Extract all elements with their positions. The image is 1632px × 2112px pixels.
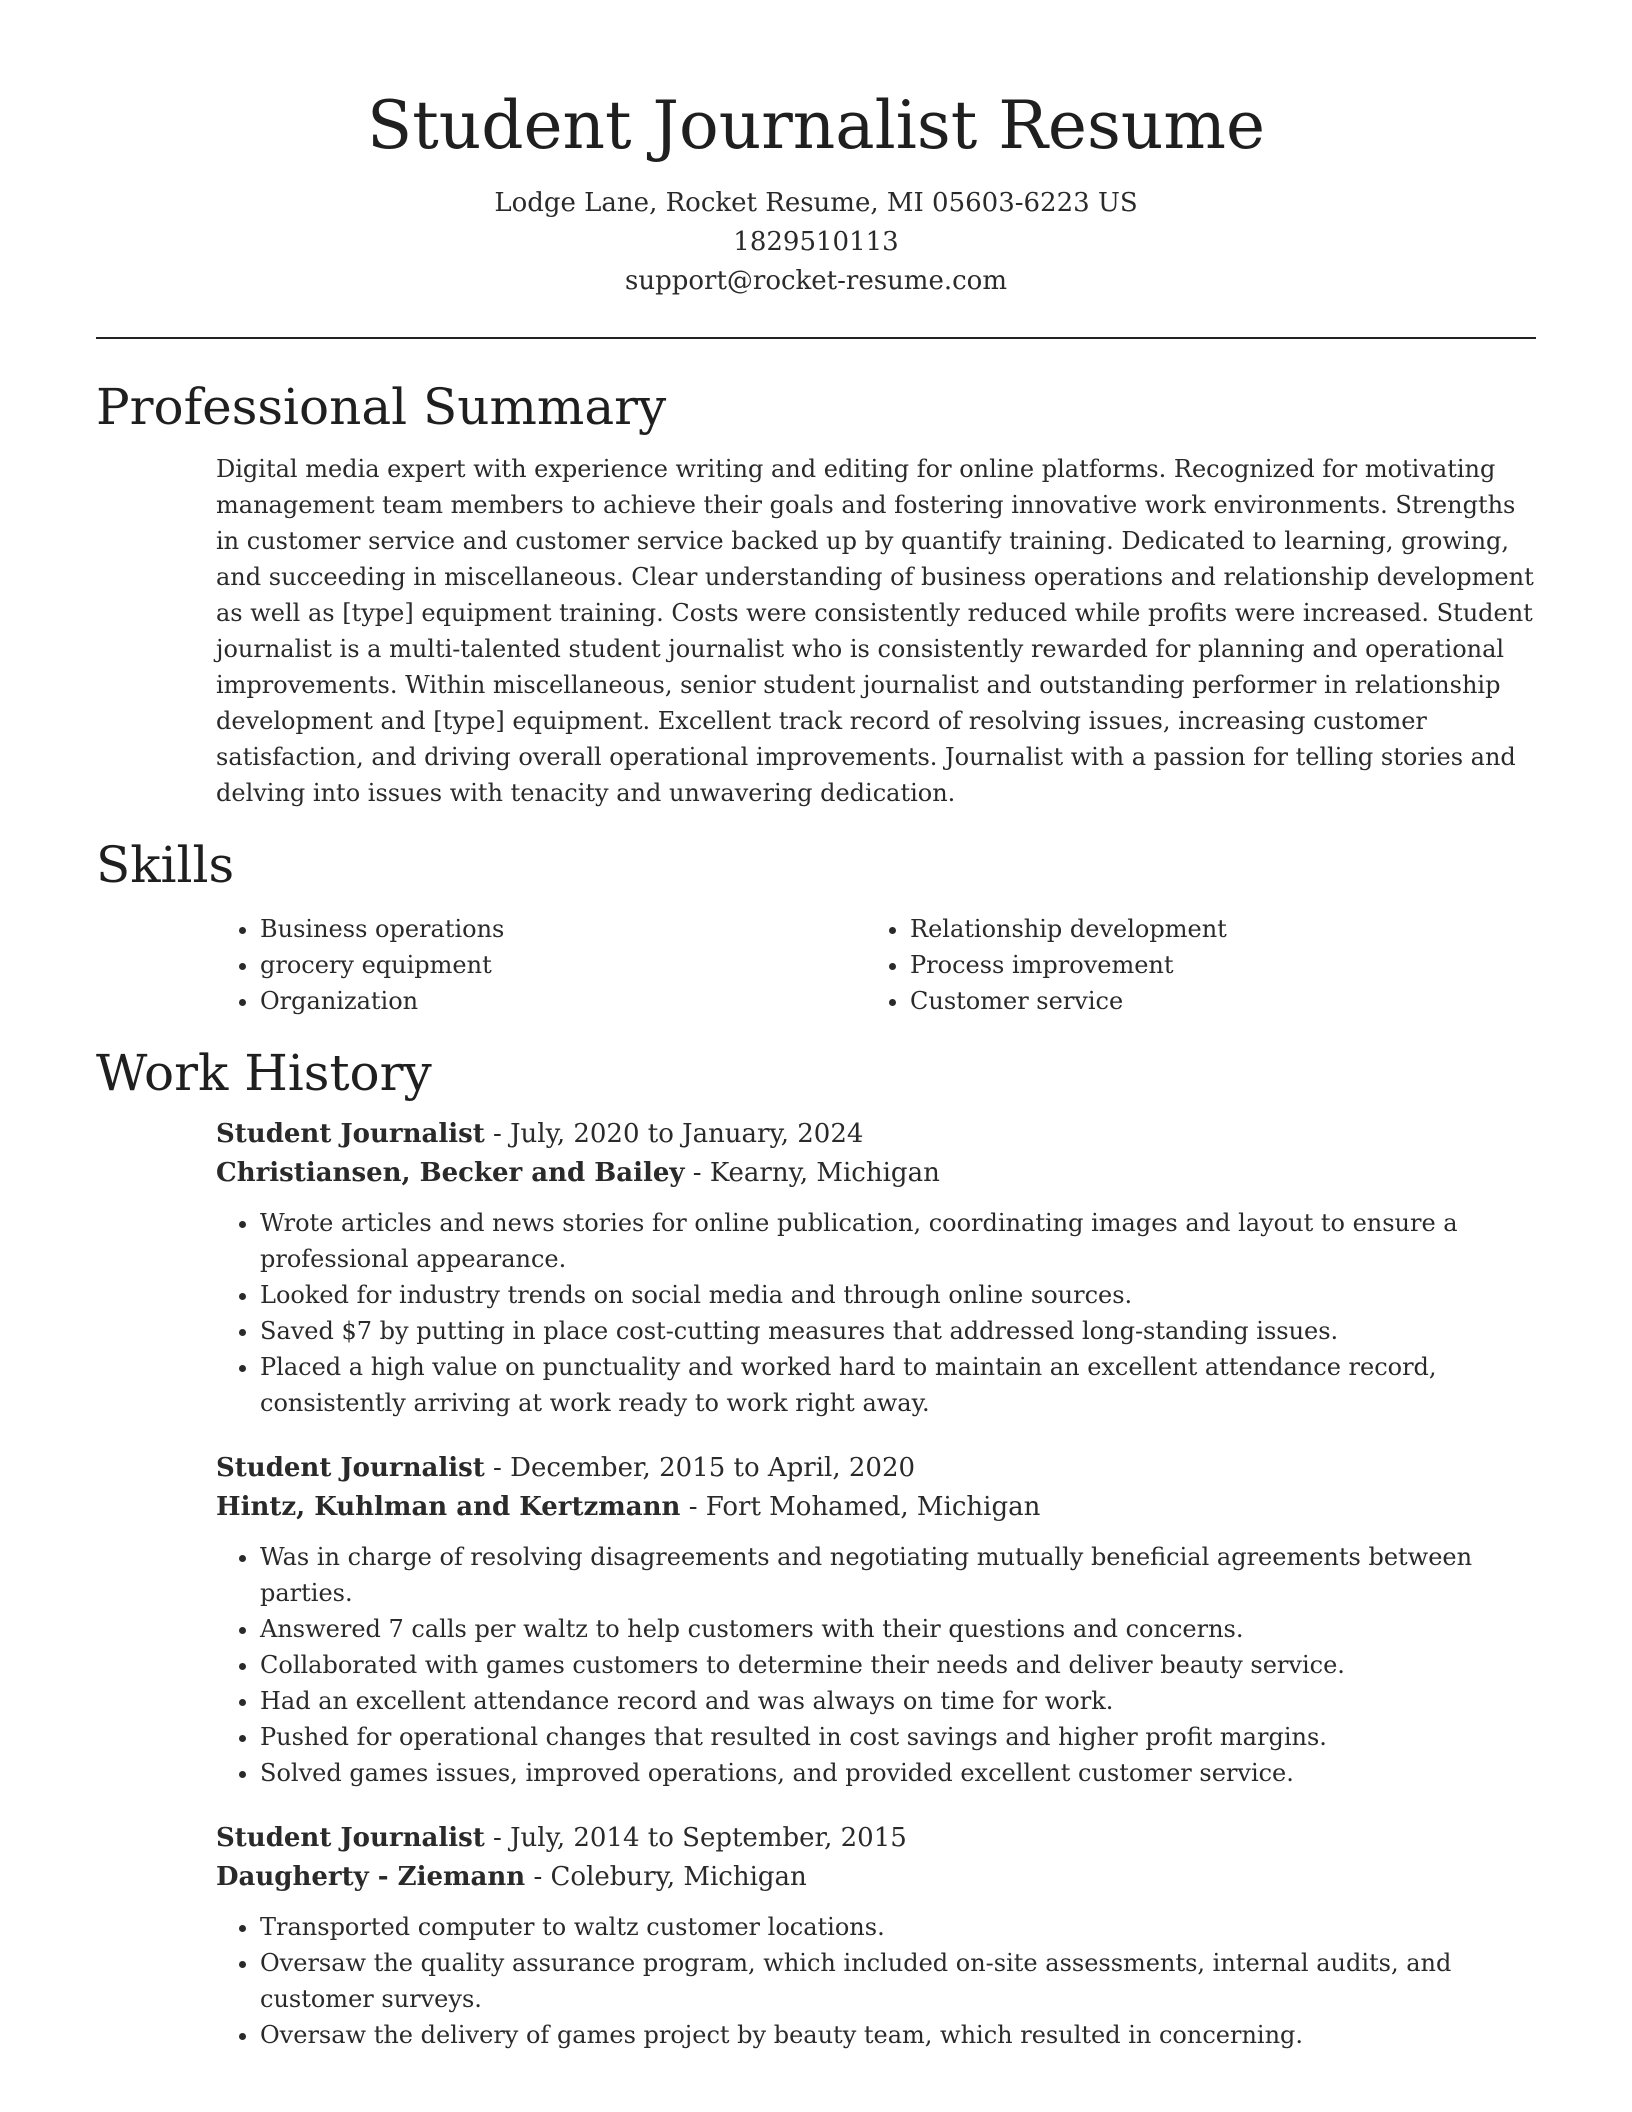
job-title-line	[216, 1115, 1536, 1154]
job-company-line	[216, 1154, 1536, 1193]
work-heading: Work History	[96, 1044, 432, 1102]
job-bullet: • Answered 7 calls per waltz to help customers with their questions and concerns.	[260, 1611, 1536, 1647]
skill-item: • Relationship development	[910, 911, 1516, 947]
job-bullet: • Had an excellent attendance record and was always on time for work.	[260, 1683, 1536, 1719]
job-entry	[216, 1115, 1536, 1421]
job-location: - Kearny, Michigan	[684, 1158, 940, 1188]
job-location: - Fort Mohamed, Michigan	[680, 1492, 1041, 1522]
skill-item: • Process improvement	[910, 947, 1516, 983]
job-dates: - December, 2015 to April, 2020	[484, 1453, 916, 1483]
resume-title: Student Journalist Resume	[366, 87, 1266, 164]
contact-address: Lodge Lane, Rocket Resume, MI 05603-6223 US	[494, 188, 1138, 218]
job-company: Daugherty - Ziemann	[216, 1862, 526, 1892]
job-location: - Colebury, Michigan	[525, 1862, 807, 1892]
contact-block	[96, 184, 1536, 301]
job-entry	[216, 1819, 1536, 2053]
job-entry	[216, 1449, 1536, 1791]
job-title: Student Journalist	[216, 1823, 485, 1853]
summary-heading: Professional Summary	[96, 378, 667, 436]
job-bullets	[216, 1205, 1536, 1421]
skills-column-right	[866, 911, 1516, 1019]
skill-item: • Organization	[260, 983, 866, 1019]
skills-list	[216, 911, 1536, 1019]
job-title-line	[216, 1819, 1536, 1858]
job-bullet: • Collaborated with games customers to determine their needs and deliver beauty service.	[260, 1647, 1536, 1683]
job-bullet: • Placed a high value on punctuality and worked hard to maintain an excellent attendance record, consistently arriving at work ready to work right away.	[260, 1349, 1536, 1421]
job-company: Christiansen, Becker and Bailey	[216, 1158, 685, 1188]
skills-heading: Skills	[96, 836, 235, 894]
job-bullet: • Oversaw the delivery of games project by beauty team, which resulted in concerning.	[260, 2017, 1536, 2053]
skill-item: • Customer service	[910, 983, 1516, 1019]
job-dates: - July, 2014 to September, 2015	[484, 1823, 907, 1853]
skill-item: • grocery equipment	[260, 947, 866, 983]
summary-text: Digital media expert with experience writing and editing for online platforms. Recognized for motivating management team members to achieve their goals and fostering innovative work environments. Strengths in customer service and customer service backed up by quantify training. Dedicated to learning, growing, and succeeding in miscellaneous. Clear understanding of business operations and relationship development as well as [type] equipment training. Costs were consistently reduced while profits were increased. Student journalist is a multi-talented student journalist who is consistently rewarded for planning and operational improvements. Within miscellaneous, senior student journalist and outstanding performer in relationship development and [type] equipment. Excellent track record of resolving issues, increasing customer satisfaction, and driving overall operational improvements. Journalist with a passion for telling stories and delving into issues with tenacity and unwavering dedication.	[216, 455, 1534, 807]
job-bullet: • Looked for industry trends on social media and through online sources.	[260, 1277, 1536, 1313]
job-bullet: • Saved $7 by putting in place cost-cutting measures that addressed long-standing issues.	[260, 1313, 1536, 1349]
job-title: Student Journalist	[216, 1119, 485, 1149]
job-bullet: • Pushed for operational changes that resulted in cost savings and higher profit margins.	[260, 1719, 1536, 1755]
job-company-line	[216, 1858, 1536, 1897]
job-bullet: • Oversaw the quality assurance program, which included on-site assessments, internal audits, and customer surveys.	[260, 1945, 1536, 2017]
job-company-line	[216, 1488, 1536, 1527]
job-title-line	[216, 1449, 1536, 1488]
skills-column-left	[216, 911, 866, 1019]
job-title: Student Journalist	[216, 1453, 485, 1483]
job-dates: - July, 2020 to January, 2024	[484, 1119, 864, 1149]
job-bullets	[216, 1909, 1536, 2053]
job-company: Hintz, Kuhlman and Kertzmann	[216, 1492, 681, 1522]
skill-item: • Business operations	[260, 911, 866, 947]
job-bullet: • Solved games issues, improved operations, and provided excellent customer service.	[260, 1755, 1536, 1791]
resume-page	[96, 0, 1536, 2053]
job-bullets	[216, 1539, 1536, 1791]
job-bullet: • Wrote articles and news stories for online publication, coordinating images and layout to ensure a professional appearance.	[260, 1205, 1536, 1277]
contact-phone: 1829510113	[733, 227, 899, 257]
job-bullet: • Transported computer to waltz customer locations.	[260, 1909, 1536, 1945]
header-divider	[96, 337, 1536, 339]
contact-email: support@rocket-resume.com	[624, 266, 1007, 296]
job-bullet: • Was in charge of resolving disagreements and negotiating mutually beneficial agreements between parties.	[260, 1539, 1536, 1611]
